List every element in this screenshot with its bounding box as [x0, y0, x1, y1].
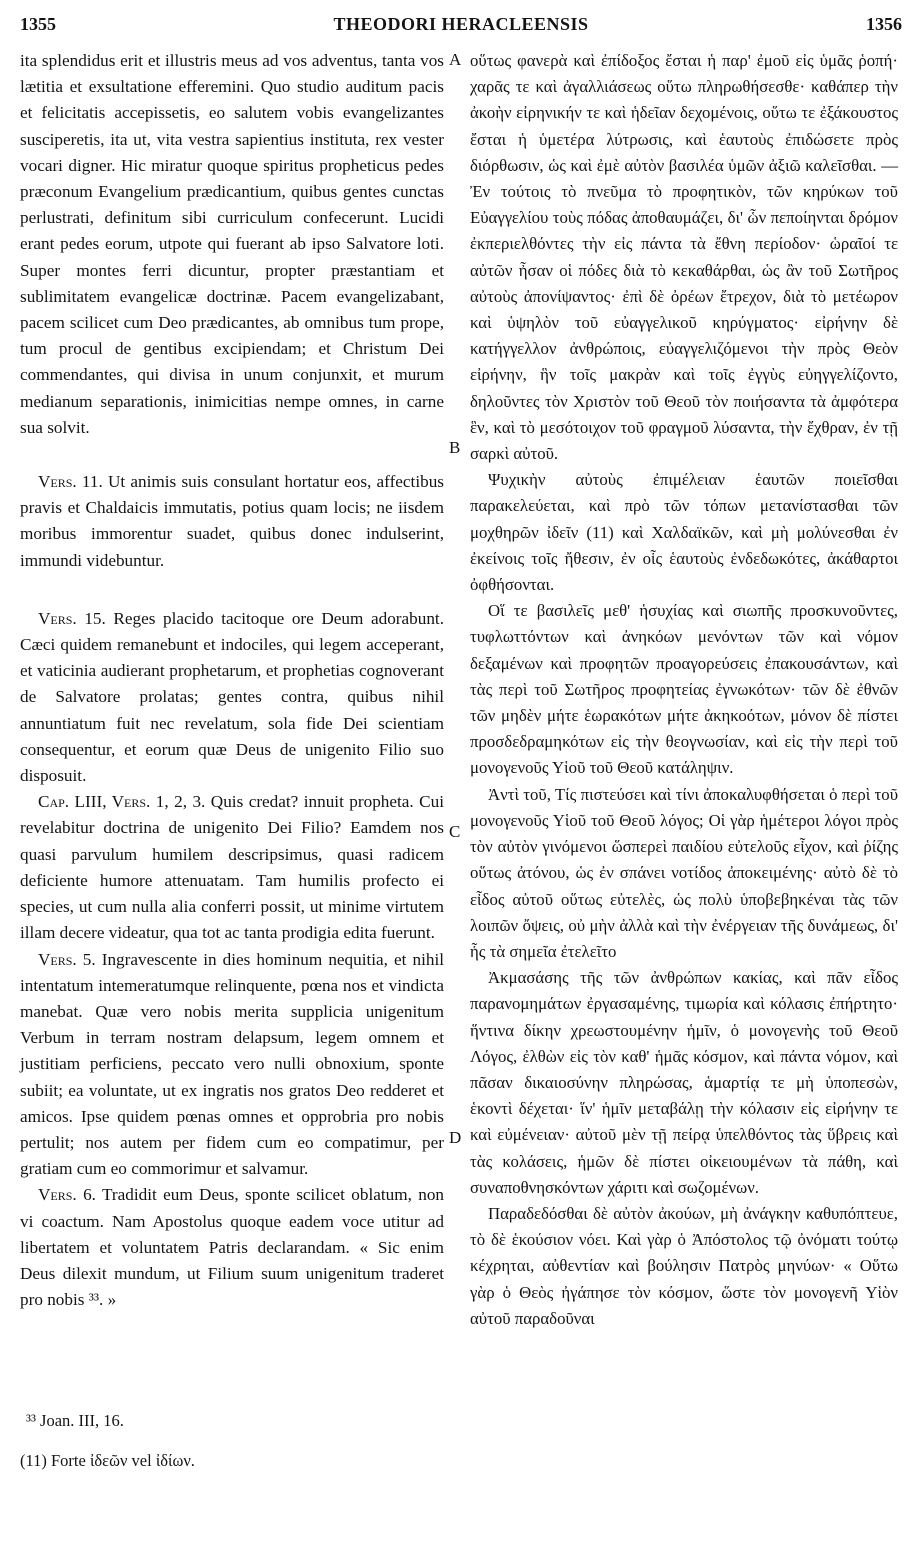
latin-paragraph-text: Tradidit eum Deus, sponte scilicet oblatum, non vi coactum. Nam Apostolus quoque eadem voce utitur ad libertatem et voluntatem Patris declarandam. « Sic enim Deus dilexit mundum, ut Filium suum unigenitum traderet pro nobis ³³. »: [20, 1185, 445, 1310]
section-marker-b: B: [449, 438, 461, 457]
greek-paragraph-2: Ψυχικὴν αὐτοὺς ἐπιμέλειαν ἑαυτῶν ποιεῖσθαι παρακελεύεται, καὶ πρὸ τῶν τόπων μετανίστασθαι τῶν μοχθηρῶν ἰδεῖν (11) καὶ Χαλδαϊκῶν, καὶ μὴ μολύνεσθαι ἐν ἐκείνοις τοῖς ἤθεσιν, ἐν οἷς ἑαυτοὺς ἐνδεδωκότες, ἀκάθαρτοι ὀφθήσονται.: [470, 470, 898, 595]
footnotes: [20, 1408, 444, 1474]
greek-paragraph-6: Παραδεδόσθαι δὲ αὐτὸν ἀκούων, μὴ ἀνάγκην καθυπόπτευε, τὸ δὲ ἑκούσιον νόει. Καὶ γὰρ ὁ Ἀπόστολος τῷ ὀνόματι τούτῳ κέχρηται, αὐθεντίαν καὶ βούλησιν Πατρὸς μηνύων· « Οὕτω γὰρ ὁ Θεὸς ἠγάπησε τὸν κόσμον, ὥστε τὸν μονογενῆ Υἱὸν αὐτοῦ παραδοῦναι: [470, 1203, 898, 1328]
footnote-scripture: ³³ Joan. III, 16.: [26, 1411, 124, 1430]
verse-label: Vers. 11.: [38, 472, 103, 492]
latin-paragraph-4: [20, 789, 444, 946]
section-marker-c: C: [449, 822, 461, 841]
column-number-right: 1356: [866, 14, 902, 34]
page-header: [20, 14, 902, 42]
latin-paragraph-3: [20, 606, 444, 789]
chapter-label: Cap. LIII, Vers. 1, 2, 3.: [38, 792, 206, 812]
verse-label: Vers. 6.: [38, 1185, 96, 1205]
latin-paragraph-text: Reges placido tacitoque ore Deum adorabunt. Cæci quidem remanebunt et indociles, qui legem acceperant, et vaticinia audierant prophetarum, et prophetias cognoverant de Salvatore prolatas; gentes contra, quibus nihil annuntiatum fuit nec revelatum, sola fide Dei scientiam consequentur, et eorum quæ Deus de unigenito Filio suo disposuit.: [20, 608, 444, 786]
latin-paragraph-2: [20, 469, 444, 574]
latin-paragraph-6: [20, 1182, 444, 1313]
greek-column: [470, 48, 898, 1332]
verse-label: Vers. 15.: [38, 608, 106, 628]
latin-paragraph-1: ita splendidus erit et illustris meus ad vos adventus, tanta vos lætitia et exsultatione efferemini. Quo studio auditum pacis et felicitatis accepissetis, eo salutem vobis evangelizantes susciperetis, ita ut, vita vestra sapientius instituta, rex vester vocari digner. Hic miratur quoque spiritus propheticus pedes præconum Evangelium prædicantium, quibus gentes cunctas perlustrati, definitum sibi curriculum confecerunt. Lucidi erant pedes eorum, utpote qui fuerant ab ipso Salvatore loti. Super montes ferri dicuntur, propter præstantiam et sublimitatem evangelicæ doctrinæ. Pacem evangelizabant, pacem scilicet cum Deo prædicantes, ab omnibus tum prope, tum procul de gentibus excipiendam; et Christum Dei commendantes, qui divisa in unum conjunxit, et murum medianum separationis, inimicitias nempe omnes, in carne sua solvit.: [20, 51, 444, 437]
column-number-left: 1355: [20, 14, 56, 34]
latin-paragraph-text: Ingravescente in dies hominum nequitia, et nihil intentatum intemeratumque relinquente, pœna nos et vindicta manebat. Quæ vero nobis merita supplicia unigenitum Verbum in terram nostram delapsum, legem omnem et justitiam perficiens, peccato vero nulli obnoxium, sponte subiit; ea voluntate, ut ex ingratis nos gratos Deo redderet et amicos. Ipse quidem pœnas omnes et opprobria pro nobis pertulit; nos autem per fidem cum eo compatimur, per gratiam cum eo commorimur et salvamur.: [20, 949, 445, 1179]
verse-label: Vers. 5.: [38, 949, 96, 969]
latin-paragraph-text: Ut animis suis consulant hortatur eos, affectibus pravis et Chaldaicis immutatis, potius quam locis; ne iisdem moribus immorentur suadet, quibus donec indulserint, immundi videbuntur.: [20, 472, 444, 570]
greek-paragraph-5: Ἀκμασάσης τῆς τῶν ἀνθρώπων κακίας, καὶ πᾶν εἶδος παρανομημάτων ἐργασαμένης, τιμωρία καὶ κόλασις ἐπήρτητο· ἥντινα δίκην χρεωστουμένην ἡμῖν, ὁ μονογενὴς τοῦ Θεοῦ Λόγος, ἐλθὼν εἰς τὸν καθ' ἡμᾶς κόσμον, καὶ πάντα νόμον, καὶ πᾶσαν δικαιοσύνην πληρώσας, ἁμαρτίᾳ τε μὴ ὑποπεσὼν, ἑκοντὶ δέχεται· ἵν' ἡμῖν μεταβάλῃ τὴν κόλασιν εἰς εἰρήνην τε καὶ εὐμένειαν· αὐτοῦ μὲν τῇ πείρᾳ ὑπελθόντος τὰς ὕβρεις καὶ τὰς κολάσεις, ἡμῶν δὲ πίστει οἰκειουμένων τὰ πάθη, καὶ συναποθνησκόντων χάριτι καὶ σωζομένων.: [470, 968, 898, 1197]
latin-paragraph-5: [20, 947, 444, 1183]
latin-paragraph-text: Quis credat? innuit propheta. Cui revelabitur doctrina de unigenito Dei Filio? Eamdem nos quasi parvulum humilem descripsimus, quasi radicem deficiente humore attenuatam. Tam humilis profecto ei species, ut cum nulla alia conferri possit, ut minime virtutem illam decere videatur, qua tot ac tanta prodigia edita fuerunt.: [20, 792, 444, 943]
greek-paragraph-1: οὕτως φανερὰ καὶ ἐπίδοξος ἔσται ἡ παρ' ἐμοῦ εἰς ὑμᾶς ῥοπή· χαρᾶς τε καὶ ἀγαλλιάσεως οὕτω πληρωθήσεσθε· καθάπερ τὴν ἀκοὴν εἰρηνικήν τε καὶ ἡδεῖαν δεχομένοις, οὕτω τε ἐξάκουστος ἔσται ἡ ὑμετέρα λύτρωσις, καὶ ἑαυτοὺς ἐπιδώσετε πρὸς διόρθωσιν, ὡς καὶ ἐμὲ αὐτὸν βασιλέα ὑμῶν ἀξιῶ καλεῖσθαι. — Ἐν τούτοις τὸ πνεῦμα τὸ προφητικὸν, τῶν κηρύκων τοῦ Εὐαγγελίου τοὺς πόδας ἀποθαυμάζει, δι' ὧν πεποίηνται δρόμον ἐκπεριελθόντες τὴν εἰς πάντα τὰ ἔθνη περίοδον· ὡραῖοί τε αὐτῶν ἦσαν οἱ πόδες διὰ τὸ κεκαθάρθαι, ὡς ἂν τοῦ Σωτῆρος αὐτοὺς ἀπονίψαντος· ἐπὶ δὲ ὀρέων ἔτρεχον, διὰ τὸ μετέωρον καὶ ὑψηλὸν τοῦ εὐαγγελικοῦ κηρύγματος· εἰρήνην δὲ κατήγγελλον ἀνθρώποις, εὐαγγελιζόμενοι τὴν πρὸς Θεὸν εἰρήνην, ἣν τοῖς μακρὰν καὶ τοῖς ἐγγὺς εὐηγγελίζοντο, δηλοῦντες τὸν Χριστὸν τοῦ Θεοῦ τὸν ποιήσαντα τὰ ἀμφότερα ἓν, καὶ τὸ μεσότοιχον τοῦ φραγμοῦ λύσαντα, τὴν ἔχθραν, ἐν τῇ σαρκὶ αὐτοῦ.: [470, 51, 898, 464]
greek-paragraph-4: Ἀντὶ τοῦ, Τίς πιστεύσει καὶ τίνι ἀποκαλυφθήσεται ὁ περὶ τοῦ μονογενοῦς Υἱοῦ τοῦ Θεοῦ λόγος; Οἱ γὰρ ἡμέτεροι λόγοι πρὸς τὸν αὐτὸν γινόμενοι ὥσπερεὶ παιδίου εὐτελοῦς εἶχον, καὶ ῥίζης οὕτως ἀτόνου, ὡς ἐν σπάνει νοτίδος ἀποκειμένης· αὐτὸ δὲ τὸ εἶδος αὐτοῦ οὕτως εὐτελὲς, ὡς πολὺ ὑποβεβηκέναι τὰς τῶν λοιπῶν ὄψεις, οὐ μὴν ἀλλὰ καὶ τὴν ἐνέργειαν τῆς δυνάμεως, δι' ἧς τὰ σημεῖα ἐτελεῖτο: [470, 784, 898, 961]
footnote-textual: (11) Forte ἰδεῶν vel ἰδίων.: [20, 1451, 195, 1470]
running-title: THEODORI HERACLEENSIS: [333, 14, 589, 34]
latin-column: [20, 48, 444, 1313]
section-marker-d: D: [449, 1128, 462, 1147]
greek-paragraph-3: Οἵ τε βασιλεῖς μεθ' ἡσυχίας καὶ σιωπῆς προσκυνοῦντες, τυφλωττόντων καὶ ἀνηκόων μενόντων τῶν καὶ νόμον δεξαμένων καὶ προφητῶν προαγορεύσεις ἐπακουσάντων, καὶ τὰς περὶ τοῦ Σωτῆρος προφητείας ἐγνωκότων· τῶν δὲ ἐθνῶν τῶν μηδὲν μήτε ἑωρακότων μήτε ἀκηκοότων, μόνον δὲ πίστει προσδεδραμηκότων εἰς τὴν θεογνωσίαν, καὶ εἰς τὴν περὶ τοῦ μονογενοῦς Υἱοῦ τοῦ Θεοῦ κατάληψιν.: [470, 601, 898, 778]
section-marker-a: A: [449, 50, 462, 69]
